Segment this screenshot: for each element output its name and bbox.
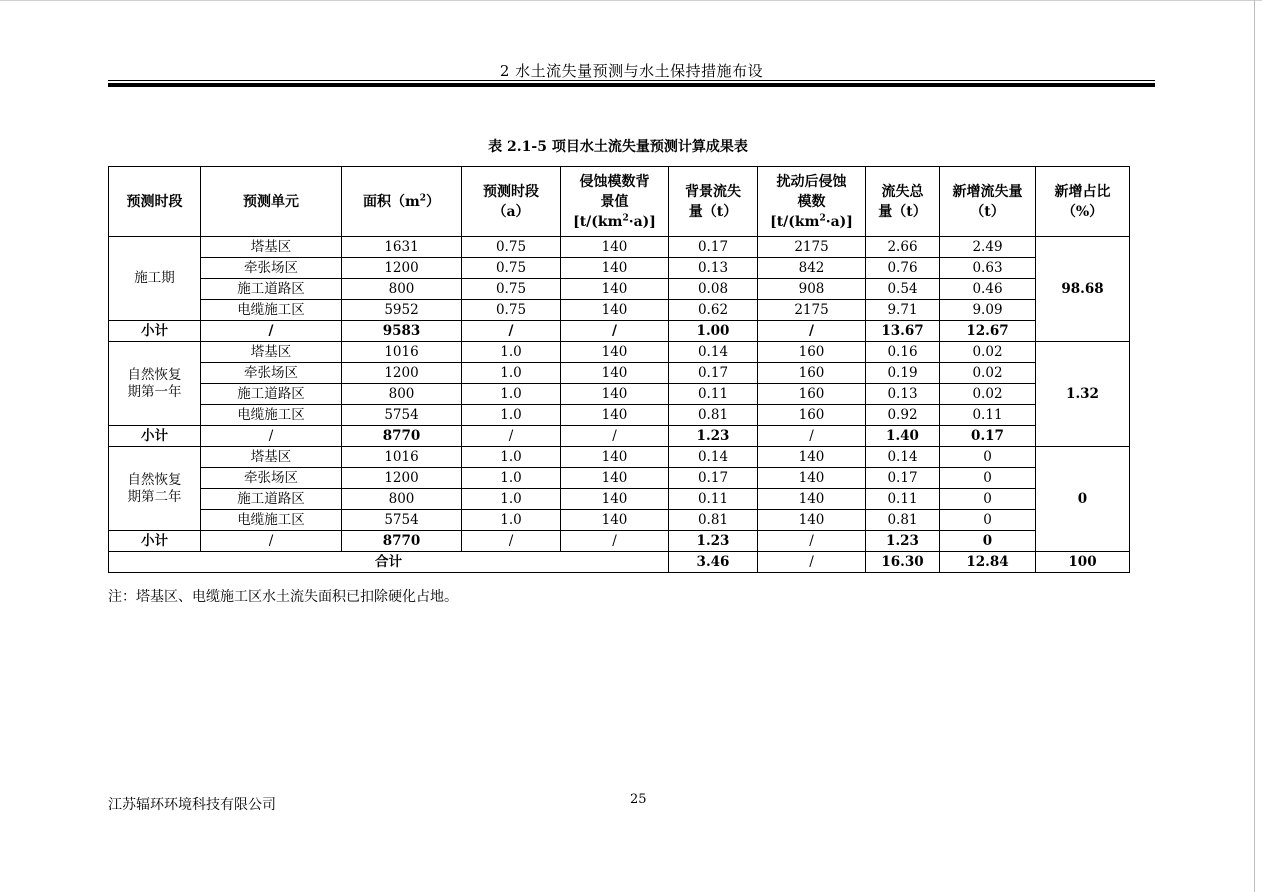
page-header-title: 2 水土流失量预测与水土保持措施布设	[499, 62, 764, 80]
subtotal-row	[109, 531, 1130, 552]
table-note: 注：塔基区、电缆施工区水土流失面积已扣除硬化占地。	[108, 589, 458, 605]
subtotal-label: 小计	[109, 426, 201, 447]
total-loss-cell: 0.16	[866, 342, 940, 363]
bg-modulus-cell: 140	[561, 237, 669, 258]
bg-modulus-cell: 140	[561, 405, 669, 426]
disturbed-modulus-cell: 2175	[758, 300, 866, 321]
subtotal-row	[109, 426, 1130, 447]
col-header-new-ratio: 新增占比 （%）	[1036, 167, 1130, 237]
subtotal-label: 小计	[109, 321, 201, 342]
area-cell: 1200	[342, 363, 462, 384]
total-label: 合计	[109, 552, 669, 573]
header-rule-thick	[108, 83, 1155, 87]
table-caption: 表 2.1-5 项目水土流失量预测计算成果表	[488, 139, 748, 155]
new-loss-cell: 0.63	[940, 258, 1036, 279]
bg-loss-cell: 0.81	[669, 510, 758, 531]
duration-cell: 1.0	[462, 405, 561, 426]
unit-cell: 塔基区	[201, 237, 342, 258]
table-row	[109, 279, 1130, 300]
duration-cell: /	[462, 426, 561, 447]
duration-cell: 1.0	[462, 510, 561, 531]
col-header-unit: 预测单元	[201, 167, 342, 237]
table-row	[109, 300, 1130, 321]
new-loss-cell: 12.67	[940, 321, 1036, 342]
total-loss-cell: 0.92	[866, 405, 940, 426]
bg-modulus-cell: /	[561, 321, 669, 342]
unit-cell: 塔基区	[201, 342, 342, 363]
new-loss-cell: 0.11	[940, 405, 1036, 426]
bg-loss-cell: 1.23	[669, 531, 758, 552]
bg-loss-cell: 0.14	[669, 447, 758, 468]
duration-cell: 0.75	[462, 300, 561, 321]
subtotal-row	[109, 321, 1130, 342]
page-number: 25	[630, 792, 647, 807]
subtotal-label: 小计	[109, 531, 201, 552]
bg-loss-cell: 0.13	[669, 258, 758, 279]
duration-cell: 0.75	[462, 279, 561, 300]
unit-cell: 塔基区	[201, 447, 342, 468]
area-cell: 1631	[342, 237, 462, 258]
disturbed-modulus-cell: 2175	[758, 237, 866, 258]
footer-company: 江苏辐环环境科技有限公司	[108, 797, 276, 813]
duration-cell: 1.0	[462, 447, 561, 468]
table-row	[109, 342, 1130, 363]
disturbed-modulus-cell: 140	[758, 510, 866, 531]
bg-loss-cell: 0.14	[669, 342, 758, 363]
col-header-bg-loss: 背景流失 量（t）	[669, 167, 758, 237]
total-loss-cell: 0.13	[866, 384, 940, 405]
new-loss-cell: 9.09	[940, 300, 1036, 321]
bg-modulus-cell: 140	[561, 384, 669, 405]
period-cell: 自然恢复 期第一年	[109, 342, 201, 426]
area-cell: 1200	[342, 468, 462, 489]
unit-cell: 牵张场区	[201, 363, 342, 384]
total-loss-cell: 9.71	[866, 300, 940, 321]
area-cell: 800	[342, 384, 462, 405]
unit-cell: 施工道路区	[201, 384, 342, 405]
new-loss-cell: 0.02	[940, 363, 1036, 384]
bg-modulus-cell: 140	[561, 447, 669, 468]
disturbed-modulus-cell: 140	[758, 489, 866, 510]
duration-cell: 1.0	[462, 342, 561, 363]
ratio-cell: 98.68	[1036, 237, 1130, 342]
bg-modulus-cell: 140	[561, 279, 669, 300]
table-row	[109, 237, 1130, 258]
table-row	[109, 384, 1130, 405]
area-cell: 9583	[342, 321, 462, 342]
table-header-row	[109, 167, 1130, 237]
period-cell: 施工期	[109, 237, 201, 321]
new-loss-cell: 0	[940, 468, 1036, 489]
disturbed-modulus-cell: 140	[758, 447, 866, 468]
area-cell: 800	[342, 489, 462, 510]
total-loss-cell: 1.23	[866, 531, 940, 552]
bg-loss-cell: 0.62	[669, 300, 758, 321]
unit-cell: /	[201, 426, 342, 447]
unit-cell: /	[201, 531, 342, 552]
duration-cell: 0.75	[462, 237, 561, 258]
new-loss-cell: 0	[940, 489, 1036, 510]
total-loss-cell: 13.67	[866, 321, 940, 342]
area-cell: 8770	[342, 531, 462, 552]
total-row	[109, 552, 1130, 573]
ratio-cell: 100	[1036, 552, 1130, 573]
bg-modulus-cell: 140	[561, 342, 669, 363]
new-loss-cell: 0	[940, 531, 1036, 552]
table-row	[109, 489, 1130, 510]
duration-cell: /	[462, 531, 561, 552]
bg-modulus-cell: /	[561, 531, 669, 552]
disturbed-modulus-cell: 160	[758, 384, 866, 405]
col-header-new-loss: 新增流失量 （t）	[940, 167, 1036, 237]
bg-loss-cell: 3.46	[669, 552, 758, 573]
new-loss-cell: 0.17	[940, 426, 1036, 447]
bg-loss-cell: 0.11	[669, 489, 758, 510]
disturbed-modulus-cell: 908	[758, 279, 866, 300]
area-cell: 1016	[342, 447, 462, 468]
total-loss-cell: 0.76	[866, 258, 940, 279]
col-header-period: 预测时段	[109, 167, 201, 237]
unit-cell: 电缆施工区	[201, 405, 342, 426]
col-header-bg-modulus: 侵蚀模数背 景值 $[t/(km^2\cdot a)]$	[561, 167, 669, 237]
bg-loss-cell: 0.17	[669, 468, 758, 489]
prediction-results-table	[108, 166, 1130, 573]
ratio-cell: 0	[1036, 447, 1130, 552]
col-header-total-loss: 流失总 量（t）	[866, 167, 940, 237]
new-loss-cell: 2.49	[940, 237, 1036, 258]
bg-loss-cell: 0.08	[669, 279, 758, 300]
total-loss-cell: 0.11	[866, 489, 940, 510]
disturbed-modulus-cell: 842	[758, 258, 866, 279]
duration-cell: 1.0	[462, 468, 561, 489]
disturbed-modulus-cell: 160	[758, 363, 866, 384]
disturbed-modulus-cell: 160	[758, 342, 866, 363]
bg-modulus-cell: 140	[561, 300, 669, 321]
unit-cell: 施工道路区	[201, 489, 342, 510]
period-cell: 自然恢复 期第二年	[109, 447, 201, 531]
total-loss-cell: 16.30	[866, 552, 940, 573]
bg-modulus-cell: 140	[561, 510, 669, 531]
area-cell: 5754	[342, 510, 462, 531]
bg-modulus-cell: 140	[561, 489, 669, 510]
duration-cell: 1.0	[462, 489, 561, 510]
duration-cell: 1.0	[462, 384, 561, 405]
new-loss-cell: 12.84	[940, 552, 1036, 573]
total-loss-cell: 0.14	[866, 447, 940, 468]
page-top-border	[0, 0, 1262, 1]
disturbed-modulus-cell: /	[758, 321, 866, 342]
table-row	[109, 258, 1130, 279]
bg-modulus-cell: /	[561, 426, 669, 447]
bg-modulus-cell: 140	[561, 468, 669, 489]
disturbed-modulus-cell: 160	[758, 405, 866, 426]
unit-cell: 电缆施工区	[201, 510, 342, 531]
area-cell: 5754	[342, 405, 462, 426]
bg-loss-cell: 0.81	[669, 405, 758, 426]
disturbed-modulus-cell: /	[758, 531, 866, 552]
unit-cell: /	[201, 321, 342, 342]
table-row	[109, 447, 1130, 468]
table-row	[109, 510, 1130, 531]
bg-loss-cell: 0.11	[669, 384, 758, 405]
col-header-disturbed-modulus: 扰动后侵蚀 模数 $[t/(km^2\cdot a)]$	[758, 167, 866, 237]
area-cell: 1016	[342, 342, 462, 363]
table-row	[109, 363, 1130, 384]
area-cell: 5952	[342, 300, 462, 321]
total-loss-cell: 2.66	[866, 237, 940, 258]
bg-modulus-cell: 140	[561, 258, 669, 279]
table-row	[109, 405, 1130, 426]
page-right-border	[1254, 0, 1255, 892]
area-cell: 1200	[342, 258, 462, 279]
new-loss-cell: 0	[940, 447, 1036, 468]
bg-modulus-cell: 140	[561, 363, 669, 384]
bg-loss-cell: 1.23	[669, 426, 758, 447]
total-loss-cell: 0.81	[866, 510, 940, 531]
bg-loss-cell: 1.00	[669, 321, 758, 342]
new-loss-cell: 0.02	[940, 342, 1036, 363]
new-loss-cell: 0	[940, 510, 1036, 531]
table-row	[109, 468, 1130, 489]
duration-cell: 0.75	[462, 258, 561, 279]
total-loss-cell: 0.19	[866, 363, 940, 384]
unit-cell: 电缆施工区	[201, 300, 342, 321]
new-loss-cell: 0.46	[940, 279, 1036, 300]
header-rule-thin	[108, 80, 1155, 81]
bg-loss-cell: 0.17	[669, 237, 758, 258]
disturbed-modulus-cell: /	[758, 552, 866, 573]
bg-loss-cell: 0.17	[669, 363, 758, 384]
unit-cell: 牵张场区	[201, 258, 342, 279]
disturbed-modulus-cell: /	[758, 426, 866, 447]
duration-cell: 1.0	[462, 363, 561, 384]
ratio-cell: 1.32	[1036, 342, 1130, 447]
duration-cell: /	[462, 321, 561, 342]
unit-cell: 牵张场区	[201, 468, 342, 489]
unit-cell: 施工道路区	[201, 279, 342, 300]
total-loss-cell: 0.54	[866, 279, 940, 300]
col-header-duration: 预测时段 （a）	[462, 167, 561, 237]
area-cell: 8770	[342, 426, 462, 447]
total-loss-cell: 0.17	[866, 468, 940, 489]
area-cell: 800	[342, 279, 462, 300]
new-loss-cell: 0.02	[940, 384, 1036, 405]
disturbed-modulus-cell: 140	[758, 468, 866, 489]
total-loss-cell: 1.40	[866, 426, 940, 447]
col-header-area: 面积$(m^2)$	[342, 167, 462, 237]
